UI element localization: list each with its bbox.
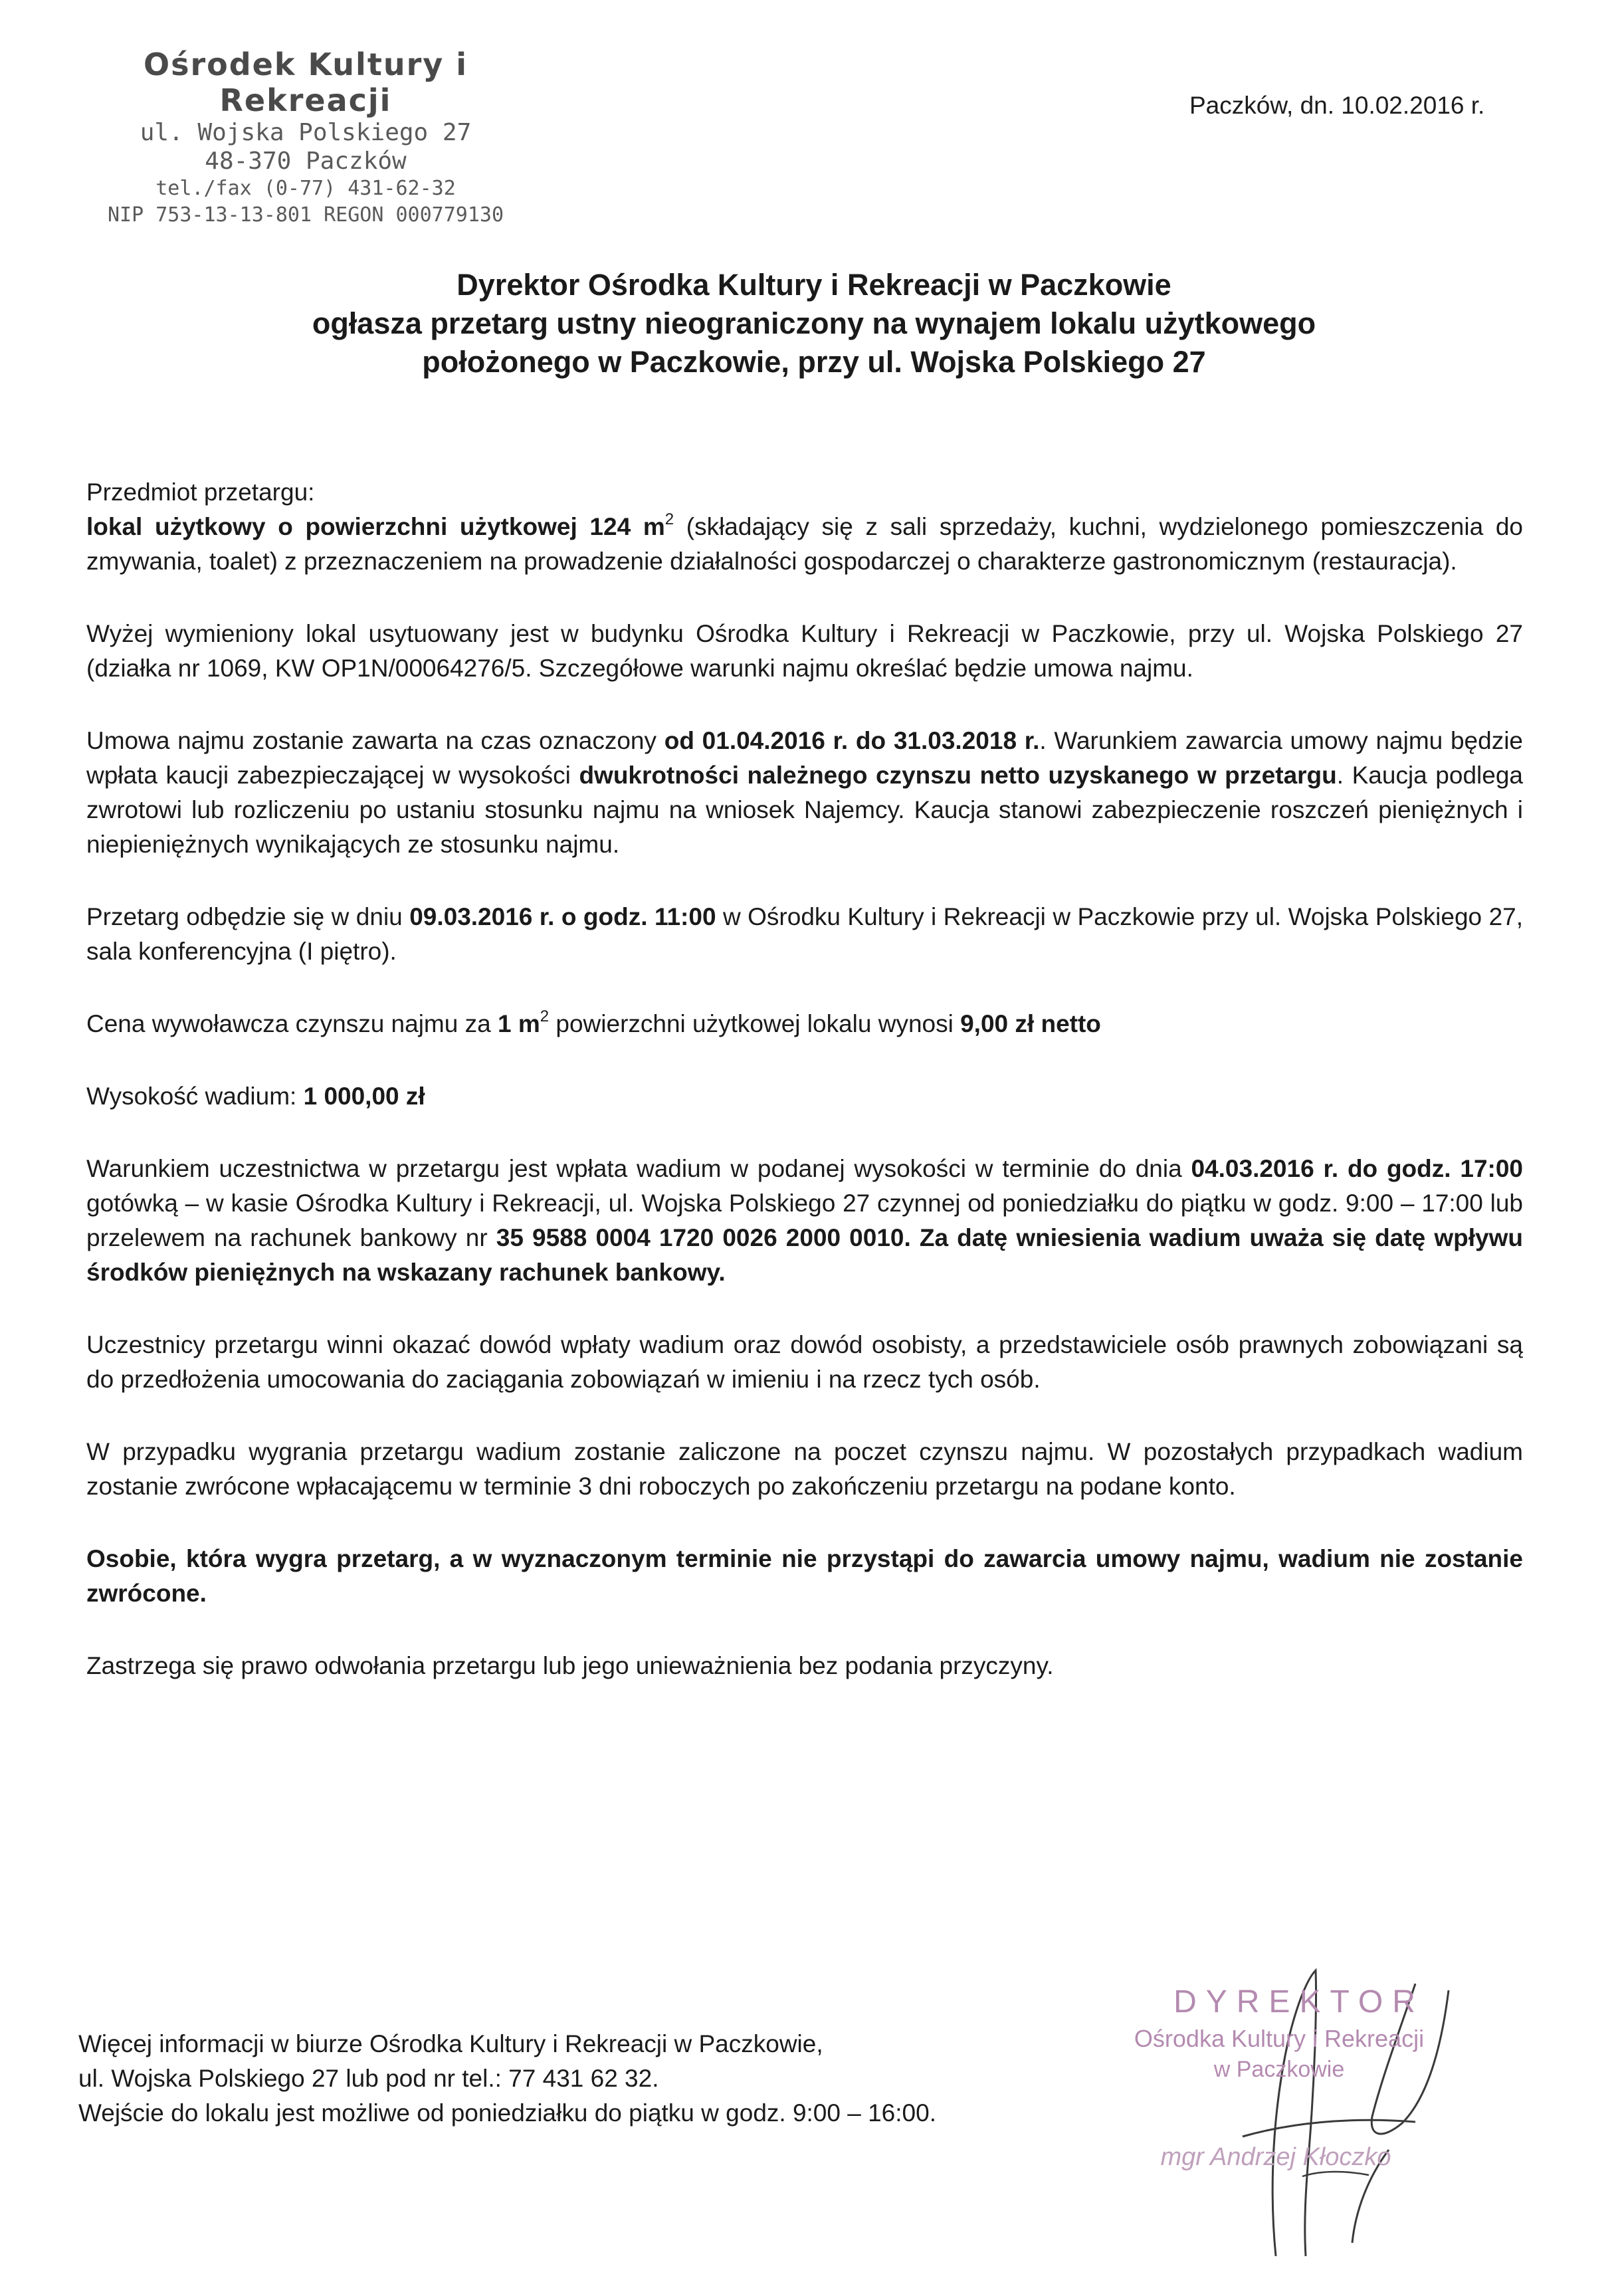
signature-icon: [1070, 1911, 1535, 2269]
subject-paragraph: [86, 475, 1523, 579]
contract-bail: dwukrotności należnego czynszu netto uzyskanego w przetargu: [579, 762, 1337, 789]
organization-ids: NIP 753-13-13-801 REGON 000779130: [107, 203, 504, 227]
stamp-org-line-1: Ośrodka Kultury i Rekreacji: [1134, 2025, 1425, 2052]
participation-text-1: Warunkiem uczestnictwa w przetargu jest wpłata wadium w podanej wysokości w terminie do dnia: [86, 1155, 1191, 1182]
warning-paragraph: [86, 1542, 1523, 1611]
contract-text-1: Umowa najmu zostanie zawarta na czas oznaczony: [86, 727, 664, 754]
stamp-org-line-2: w Paczkowie: [1213, 2057, 1345, 2082]
auction-datetime: 09.03.2016 r. o godz. 11:00: [409, 903, 716, 930]
stamp-name: mgr Andrzej Kłoczko: [1160, 2143, 1391, 2171]
organization-stamp: [100, 47, 512, 229]
stamp-title: DYREKTOR: [1173, 1984, 1425, 2020]
director-stamp: [1070, 1984, 1535, 2263]
deposit-paragraph: [86, 1079, 1523, 1114]
contract-paragraph: [86, 724, 1523, 862]
auction-paragraph: [86, 900, 1523, 969]
subject-label: Przedmiot przetargu:: [86, 478, 315, 506]
contact-line-2: ul. Wojska Polskiego 27 lub pod nr tel.: 77 431 62 32.: [78, 2065, 659, 2092]
participation-paragraph: [86, 1152, 1523, 1290]
price-amount: 9,00 zł netto: [960, 1010, 1101, 1037]
organization-postal: 48-370 Paczków: [205, 148, 407, 175]
document-date: Paczków, dn. 10.02.2016 r.: [1189, 92, 1485, 119]
price-sup: 2: [540, 1007, 550, 1025]
title-line-2: ogłasza przetarg ustny nieograniczony na wynajem lokalu użytkowego: [312, 306, 1316, 340]
participation-deadline: 04.03.2016 r. do godz. 17:00: [1191, 1155, 1523, 1182]
price-paragraph: [86, 1007, 1523, 1041]
price-text-1: Cena wywoławcza czynszu najmu za: [86, 1010, 498, 1037]
reservation-paragraph: Zastrzega się prawo odwołania przetargu lub jego unieważnienia bez podania przyczyny.: [86, 1652, 1054, 1679]
subject-bold: lokal użytkowy o powierzchni użytkowej 124 m: [86, 513, 665, 540]
auction-text-2: w Ośrodku Kultury i Rekreacji w Paczkowie przy ul. Wojska Polskiego 27, sala konferencyjna (I piętro).: [86, 903, 1524, 965]
price-text-2: powierzchni użytkowej lokalu wynosi: [549, 1010, 961, 1037]
participants-paragraph: Uczestnicy przetargu winni okazać dowód wpłaty wadium oraz dowód osobisty, a przedstawiciele osób prawnych zobowiązani są do przedłożenia umocowania do zaciągania zobowiązań w imieniu i na rzecz tych osób.: [86, 1331, 1523, 1393]
participation-account: 35 9588 0004 1720 0026 2000 0010. Za datę wniesienia wadium uważa się datę wpływu środków pieniężnych na wskazany rachunek bankowy.: [86, 1224, 1523, 1286]
organization-name: Ośrodek Kultury i Rekreacji: [143, 47, 468, 118]
contact-line-1: Więcej informacji w biurze Ośrodka Kultury i Rekreacji w Paczkowie,: [78, 2030, 823, 2057]
organization-phone: tel./fax (0-77) 431-62-32: [155, 177, 456, 200]
price-unit: 1 m: [497, 1010, 540, 1037]
title-line-3: położonego w Paczkowie, przy ul. Wojska Polskiego 27: [422, 345, 1206, 379]
title-line-1: Dyrektor Ośrodka Kultury i Rekreacji w Paczkowie: [456, 268, 1171, 302]
deposit-text: Wysokość wadium:: [86, 1083, 304, 1110]
contact-info: [78, 2027, 1208, 2131]
contract-text-3: . Kaucja podlega zwrotowi lub rozliczeniu po ustaniu stosunku najmu na wniosek Najemcy. Kaucja stanowi zabezpieczenie roszczeń pieniężnych i niepieniężnych wynikających ze stosunku najmu.: [86, 762, 1523, 858]
contract-text-2: . Warunkiem zawarcia umowy najmu będzie wpłata kaucji zabezpieczającej w wysokości: [86, 727, 1523, 789]
deposit-amount: 1 000,00 zł: [303, 1083, 425, 1110]
refund-paragraph: W przypadku wygrania przetargu wadium zostanie zaliczone na poczet czynszu najmu. W pozostałych przypadkach wadium zostanie zwrócone wpłacającemu w terminie 3 dni roboczych po zakończeniu przetargu na podane konto.: [86, 1438, 1523, 1500]
subject-sup: 2: [664, 510, 674, 528]
subject-rest: (składający się z sali sprzedaży, kuchni, wydzielonego pomieszczenia do zmywania, toalet) z przeznaczeniem na prowadzenie działalności gospodarczej o charakterze gastronomicznym (restauracja).: [86, 513, 1523, 575]
location-paragraph: Wyżej wymieniony lokal usytuowany jest w budynku Ośrodka Kultury i Rekreacji w Paczkowie, przy ul. Wojska Polskiego 27 (działka nr 1069, KW OP1N/00064276/5. Szczegółowe warunki najmu określać będzie umowa najmu.: [86, 620, 1523, 682]
auction-text-1: Przetarg odbędzie się w dniu: [86, 903, 410, 930]
announcement-title: [100, 266, 1528, 381]
participation-text-2: gotówką – w kasie Ośrodka Kultury i Rekreacji, ul. Wojska Polskiego 27 czynnej od poniedziałku do piątku w godz. 9:00 – 17:00 lub przelewem na rachunek bankowy nr: [86, 1190, 1523, 1251]
warning-text: Osobie, która wygra przetarg, a w wyznaczonym terminie nie przystąpi do zawarcia umowy najmu, wadium nie zostanie zwrócone.: [86, 1545, 1523, 1607]
announcement-body: [86, 475, 1523, 1721]
contact-line-3: Wejście do lokalu jest możliwe od poniedziałku do piątku w godz. 9:00 – 16:00.: [78, 2099, 936, 2127]
contract-period: od 01.04.2016 r. do 31.03.2018 r.: [664, 727, 1040, 754]
organization-street: ul. Wojska Polskiego 27: [140, 119, 472, 146]
